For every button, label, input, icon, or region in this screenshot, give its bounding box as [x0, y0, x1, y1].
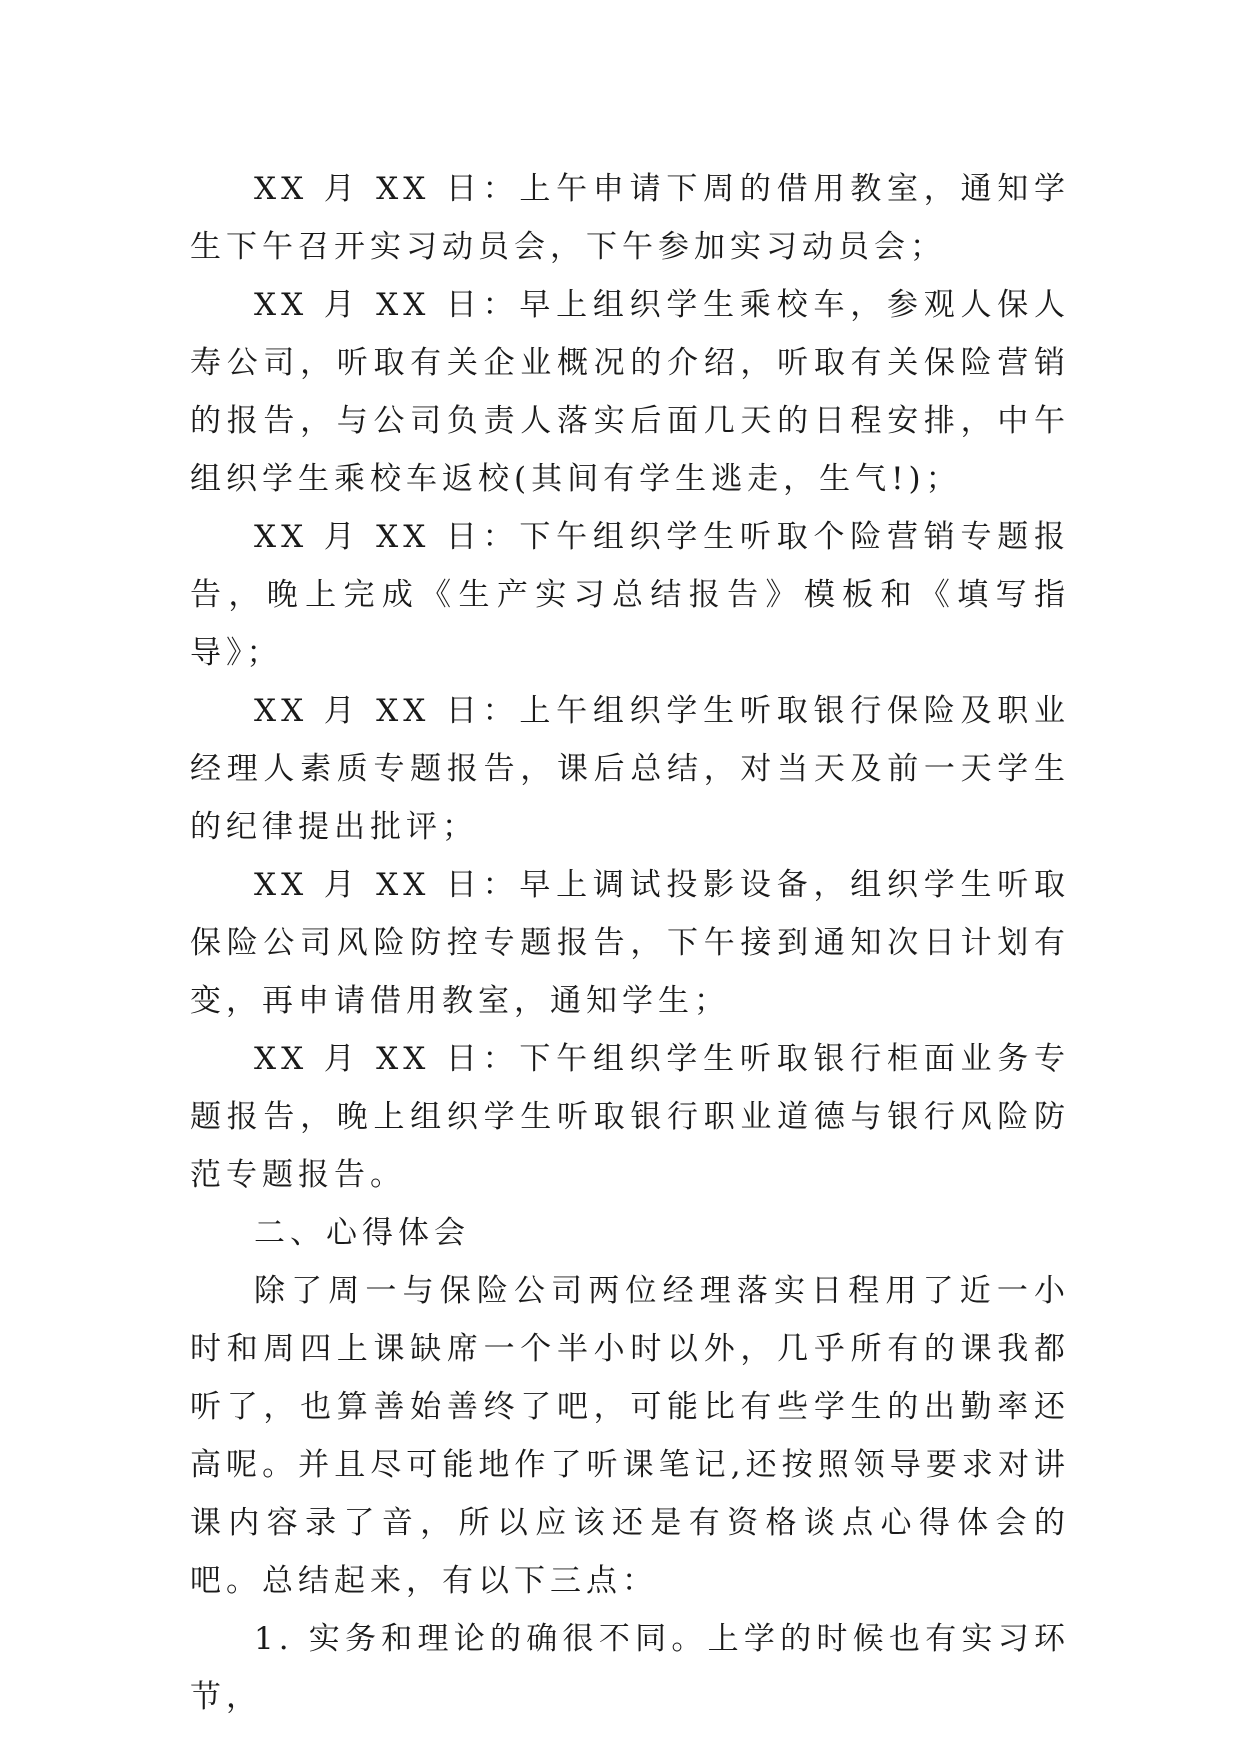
document-body [190, 160, 1070, 1726]
schedule-paragraph-3: XX 月 XX 日：下午组织学生听取个险营销专题报告，晚上完成《生产实习总结报告》模板和《填写指导》； [190, 519, 1070, 671]
schedule-paragraph-6: XX 月 XX 日：下午组织学生听取银行柜面业务专题报告，晚上组织学生听取银行职业道德与银行风险防范专题报告。 [190, 1041, 1070, 1193]
section-heading: 二、心得体会 [254, 1215, 470, 1251]
reflection-paragraph: 除了周一与保险公司两位经理落实日程用了近一小时和周四上课缺席一个半小时以外，几乎所有的课我都听了，也算善始善终了吧，可能比有些学生的出勤率还高呢。并且尽可能地作了听课笔记,还按照领导要求对讲课内容录了音，所以应该还是有资格谈点心得体会的吧。总结起来，有以下三点： [190, 1273, 1070, 1599]
schedule-paragraph-1: XX 月 XX 日：上午申请下周的借用教室，通知学生下午召开实习动员会，下午参加实习动员会； [190, 171, 1070, 265]
schedule-paragraph-2: XX 月 XX 日：早上组织学生乘校车，参观人保人寿公司，听取有关企业概况的介绍，听取有关保险营销的报告，与公司负责人落实后面几天的日程安排，中午组织学生乘校车返校(其间有学生逃走，生气!)； [190, 287, 1070, 497]
schedule-paragraph-4: XX 月 XX 日：上午组织学生听取银行保险及职业经理人素质专题报告，课后总结，对当天及前一天学生的纪律提出批评； [190, 693, 1070, 845]
schedule-paragraph-5: XX 月 XX 日：早上调试投影设备，组织学生听取保险公司风险防控专题报告，下午接到通知次日计划有变，再申请借用教室，通知学生； [190, 867, 1070, 1019]
list-item-1: 1. 实务和理论的确很不同。上学的时候也有实习环节， [190, 1621, 1070, 1715]
